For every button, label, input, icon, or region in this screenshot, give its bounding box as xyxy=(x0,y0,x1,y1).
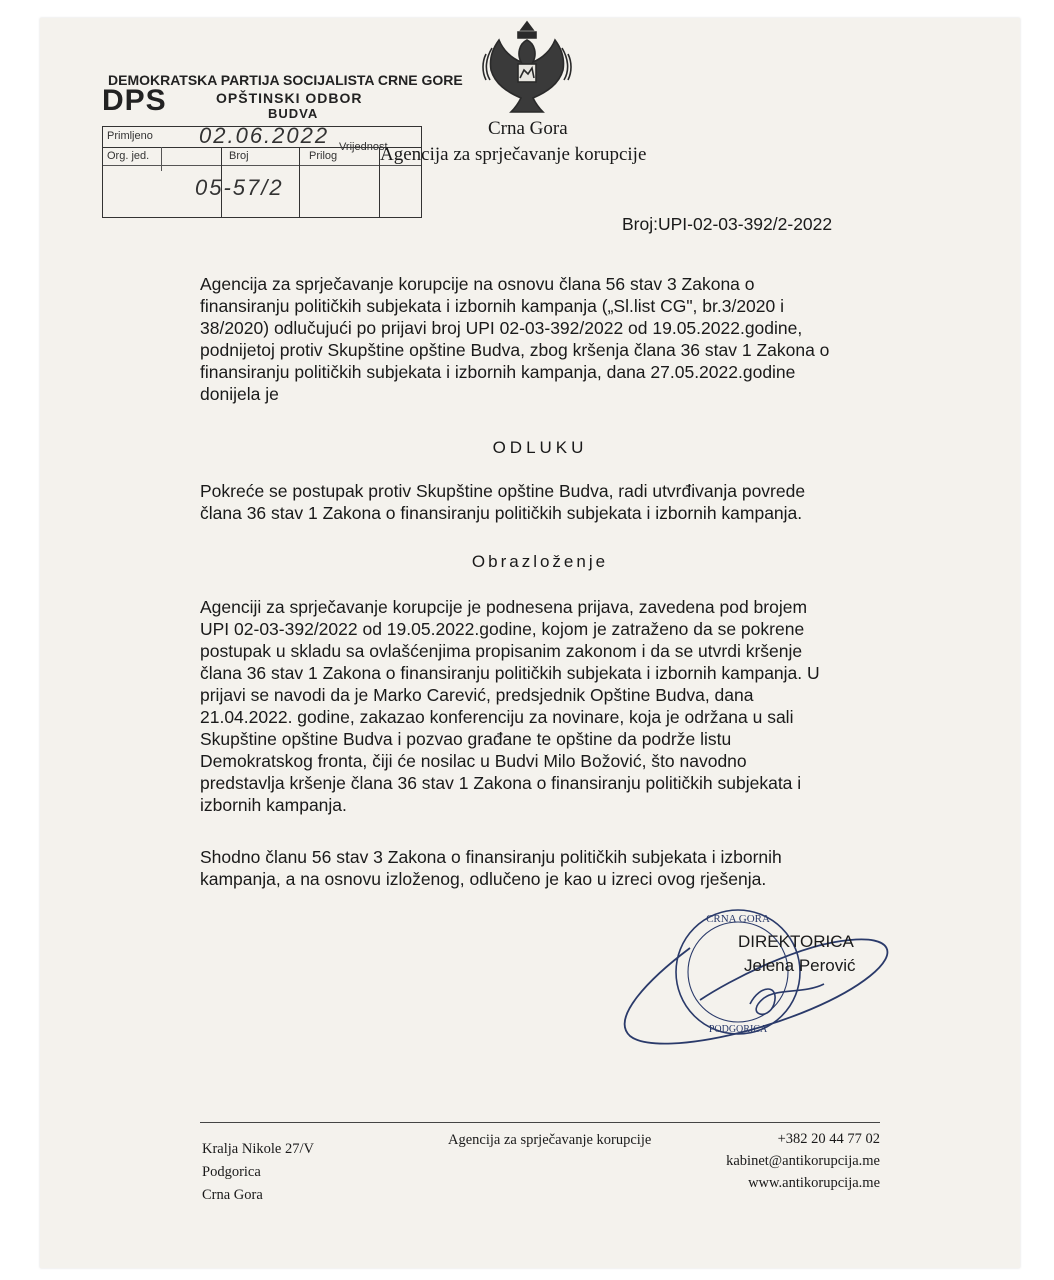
reasoning-paragraph xyxy=(200,596,880,816)
dps-logo: DPS xyxy=(102,84,167,117)
reasoning-line: UPI 02-03-392/2022 od 19.05.2022.godine, kojom je zatraženo da se pokrene xyxy=(200,619,805,639)
intro-paragraph xyxy=(200,273,880,405)
signatory-name: Jelena Perović xyxy=(744,956,856,975)
agency-name: Agencija za sprječavanje korupcije xyxy=(380,144,647,165)
reasoning-line: predstavlja kršenje člana 36 stav 1 Zakona o finansiranju političkih subjekata i xyxy=(200,773,802,793)
seal-top-text: CRNA GORA xyxy=(706,913,770,925)
reasoning-line: člana 36 stav 1 Zakona o finansiranju političkih subjekata i izbornih kampanja. U xyxy=(200,663,820,683)
decision-line: člana 36 stav 1 Zakona o finansiranju političkih subjekata i izbornih kampanja. xyxy=(200,503,803,523)
footer-address-line: Kralja Nikole 27/V xyxy=(202,1141,314,1157)
intro-line: finansiranju političkih subjekata i izbornih kampanja, dana 27.05.2022.godine xyxy=(200,362,796,382)
footer-agency: Agencija za sprječavanje korupcije xyxy=(448,1132,652,1148)
footer-web: www.antikorupcija.me xyxy=(748,1175,880,1191)
decision-paragraph xyxy=(200,480,880,524)
reasoning-line: izbornih kampanja. xyxy=(200,795,347,815)
reasoning-line: 21.04.2022. godine, zakazao konferenciju za novinare, koja je održana u sali xyxy=(200,707,794,727)
closing-paragraph xyxy=(200,846,880,890)
reasoning-title: Obrazloženje xyxy=(471,552,609,571)
intro-line: donijela je xyxy=(200,384,279,404)
footer-divider xyxy=(200,1122,880,1123)
reasoning-line: Demokratskog fronta, čiji će nosilac u Budvi Milo Božović, što navodno xyxy=(200,751,747,771)
received-label: Primljeno xyxy=(107,130,153,142)
reasoning-line: postupak u skladu sa ovlašćenjima propisanim zakonom i da se utvrdi kršenje xyxy=(200,641,803,661)
footer-address-line: Podgorica xyxy=(202,1164,261,1180)
signatory-title: DIREKTORICA xyxy=(738,932,854,951)
coat-of-arms-icon xyxy=(472,18,582,118)
intro-line: 38/2020) odlučujući po prijavi broj UPI 02-03-392/2022 od 19.05.2022.godine, xyxy=(200,318,803,338)
decision-title: ODLUKU xyxy=(492,438,588,457)
intro-line: finansiranju političkih subjekata i izbornih kampanja („Sl.list CG", br.3/2020 i xyxy=(200,296,784,316)
document-page xyxy=(40,18,1020,1268)
decision-line: Pokreće se postupak protiv Skupštine opštine Budva, radi utvrđivanja povrede xyxy=(200,481,806,501)
org-unit-label: Org. jed. xyxy=(107,150,150,162)
footer-contacts xyxy=(680,1128,880,1194)
footer-email: kabinet@antikorupcija.me xyxy=(726,1153,880,1169)
stamp-city: BUDVA xyxy=(268,106,319,121)
closing-line: Shodno članu 56 stav 3 Zakona o finansiranju političkih subjekata i izbornih xyxy=(200,847,782,867)
attachment-label: Prilog xyxy=(309,150,338,162)
stamp-party-name: DEMOKRATSKA PARTIJA SOCIJALISTA CRNE GORE xyxy=(108,72,463,88)
country-name: Crna Gora xyxy=(488,118,568,139)
intro-line: podnijetoj protiv Skupštine opštine Budva, zbog kršenja člana 36 stav 1 Zakona o xyxy=(200,340,830,360)
intro-line: Agencija za sprječavanje korupcije na osnovu člana 56 stav 3 Zakona o xyxy=(200,274,755,294)
value-label: Vrijednost xyxy=(339,141,388,153)
reasoning-line: Agenciji za sprječavanje korupcije je podnesena prijava, zavedena pod brojem xyxy=(200,597,808,617)
footer-address xyxy=(202,1138,314,1207)
received-date: 02.06.2022 xyxy=(199,123,330,148)
reference-number: Broj:UPI-02-03-392/2-2022 xyxy=(622,214,833,234)
stamp-register-table xyxy=(102,123,422,218)
footer-phone: +382 20 44 77 02 xyxy=(777,1131,880,1147)
footer-address-line: Crna Gora xyxy=(202,1187,263,1203)
closing-line: kampanja, a na osnovu izloženog, odlučeno je kao u izreci ovog rješenja. xyxy=(200,869,767,889)
reasoning-line: Skupštine opštine Budva i pozvao građane te opštine da podrže listu xyxy=(200,729,732,749)
handwritten-number: 05-57/2 xyxy=(195,175,284,200)
seal-bottom-text: PODGORICA xyxy=(708,1024,768,1035)
reasoning-line: prijavi se navodi da je Marko Carević, predsjednik Opštine Budva, dana xyxy=(200,685,754,705)
stamp-board: OPŠTINSKI ODBOR xyxy=(216,90,363,106)
number-label: Broj xyxy=(229,150,249,162)
